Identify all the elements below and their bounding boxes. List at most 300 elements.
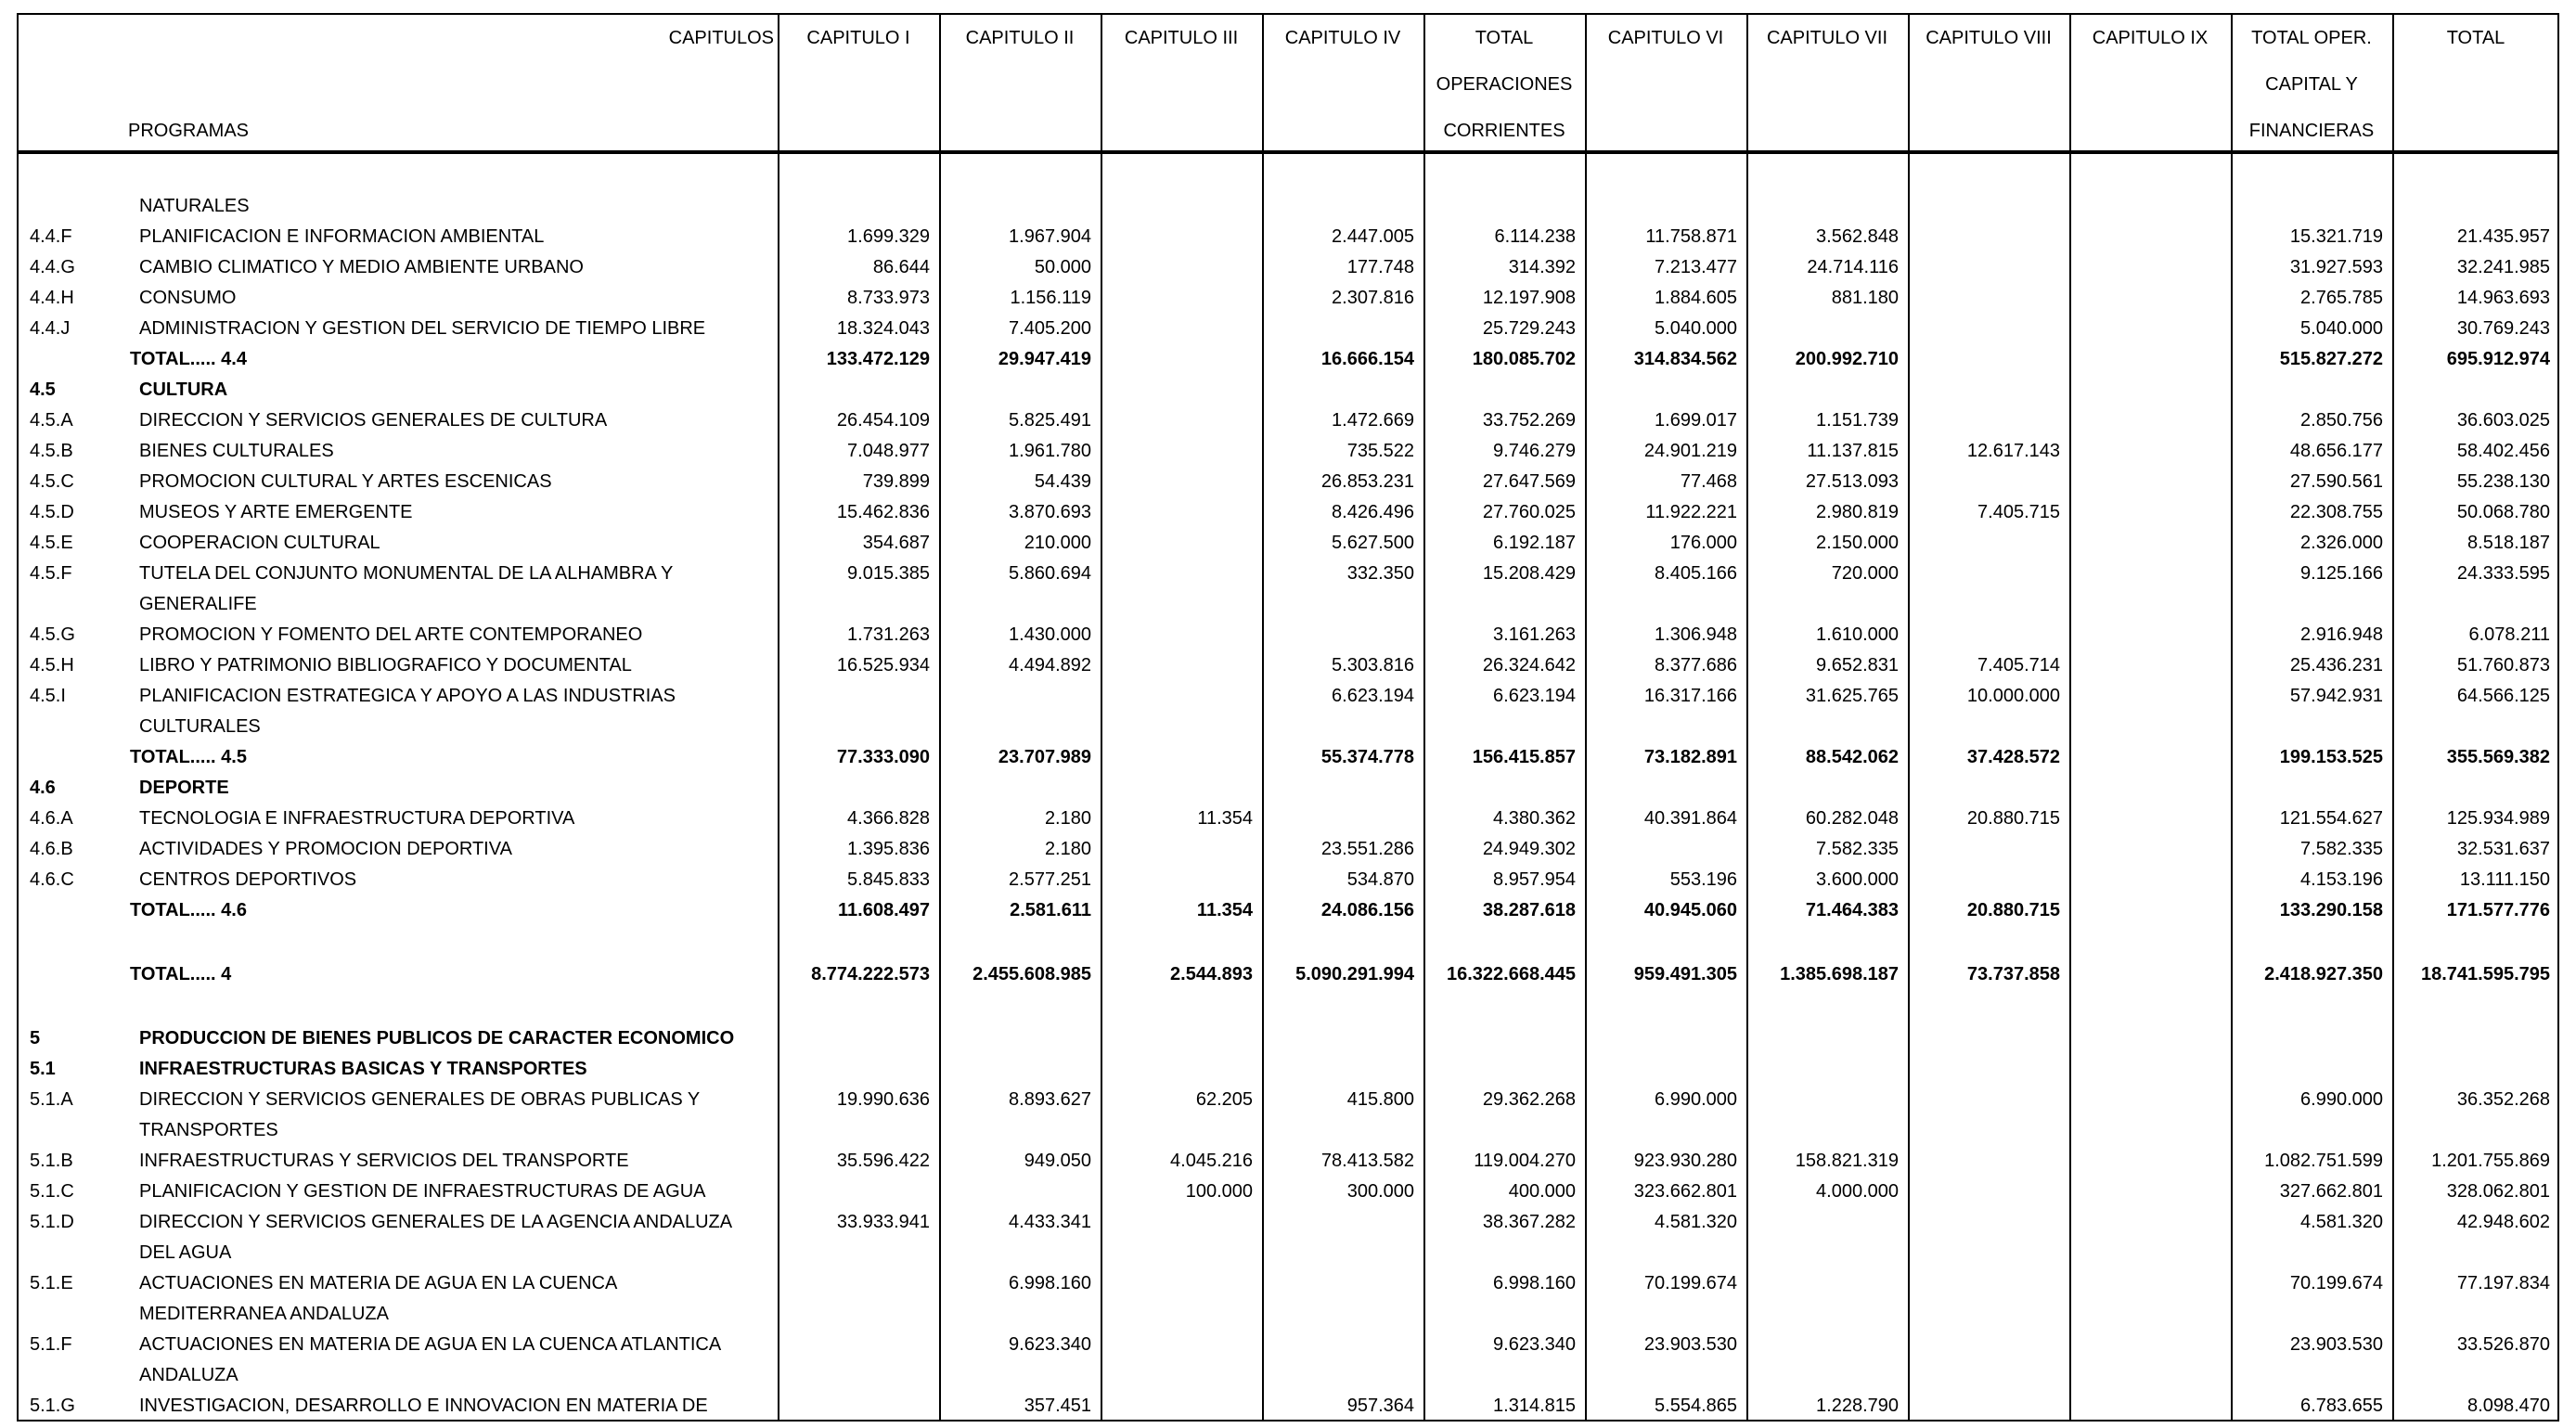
- value-cell: 55.374.778: [1320, 747, 1414, 767]
- value-cell: 14.963.693: [2456, 288, 2550, 308]
- value-cell: 7.405.715: [1977, 502, 2060, 522]
- description-line: MUSEOS Y ARTE EMERGENTE: [139, 502, 413, 522]
- value-cell: 9.746.279: [1493, 441, 1576, 461]
- value-cell: 2.544.893: [1170, 964, 1253, 984]
- program-description: [139, 1054, 776, 1085]
- program-code: 5.1.D: [30, 1212, 74, 1232]
- value-cell: 695.912.974: [2446, 349, 2550, 369]
- value-cell: 328.062.801: [2446, 1181, 2550, 1202]
- description-line: PLANIFICACION ESTRATEGICA Y APOYO A LAS INDUSTRIAS: [139, 686, 676, 706]
- value-cell: 100.000: [1185, 1181, 1253, 1202]
- value-cell: 6.192.187: [1493, 533, 1576, 553]
- value-cell: 9.623.340: [1009, 1334, 1091, 1355]
- description-line: ACTUACIONES EN MATERIA DE AGUA EN LA CUENCA ATLANTICA: [139, 1334, 722, 1355]
- value-cell: 33.526.870: [2456, 1334, 2550, 1355]
- value-cell: 133.472.129: [826, 349, 930, 369]
- value-cell: 16.525.934: [836, 655, 930, 675]
- value-cell: 176.000: [1669, 533, 1737, 553]
- program-description: [139, 1146, 776, 1177]
- total-row: [19, 344, 2557, 375]
- program-description: [139, 467, 776, 497]
- value-cell: 33.752.269: [1482, 410, 1576, 431]
- program-code: 4.5.C: [30, 471, 74, 492]
- program-description: [139, 314, 776, 344]
- description-line: BIENES CULTURALES: [139, 441, 334, 461]
- program-code: 4.5.G: [30, 624, 75, 645]
- value-cell: 50.068.780: [2456, 502, 2550, 522]
- value-cell: 9.125.166: [2300, 563, 2383, 584]
- value-cell: 1.884.605: [1655, 288, 1737, 308]
- value-cell: 24.949.302: [1482, 839, 1576, 859]
- value-cell: 70.199.674: [2289, 1273, 2383, 1293]
- value-cell: 27.513.093: [1805, 471, 1899, 492]
- section-row: [19, 375, 2557, 405]
- value-cell: 6.623.194: [1332, 686, 1414, 706]
- table-row: [19, 1177, 2557, 1207]
- table-row: [19, 314, 2557, 344]
- value-cell: 125.934.989: [2446, 808, 2550, 829]
- description-line: TOTAL..... 4: [130, 964, 232, 984]
- table-row: [19, 865, 2557, 895]
- description-line: INVESTIGACION, DESARROLLO E INNOVACION EN MATERIA DE: [139, 1396, 708, 1416]
- value-cell: 7.048.977: [847, 441, 930, 461]
- description-line: ACTIVIDADES Y PROMOCION DEPORTIVA: [139, 839, 512, 859]
- program-code: 4.6.A: [30, 808, 73, 829]
- description-line: TECNOLOGIA E INFRAESTRUCTURA DEPORTIVA: [139, 808, 575, 829]
- value-cell: 9.652.831: [1816, 655, 1899, 675]
- value-cell: 29.947.419: [998, 349, 1091, 369]
- value-cell: 88.542.062: [1805, 747, 1899, 767]
- value-cell: 77.468: [1680, 471, 1737, 492]
- value-cell: 534.870: [1346, 869, 1414, 890]
- value-cell: 6.783.655: [2300, 1396, 2383, 1416]
- value-cell: 32.531.637: [2456, 839, 2550, 859]
- program-description: [139, 405, 776, 436]
- value-cell: 77.333.090: [836, 747, 930, 767]
- value-cell: 26.853.231: [1320, 471, 1414, 492]
- value-cell: 1.610.000: [1816, 624, 1899, 645]
- program-description: [139, 559, 776, 620]
- table-row: [19, 191, 2557, 222]
- value-cell: 57.942.931: [2289, 686, 2383, 706]
- program-code: 4.4.J: [30, 318, 71, 339]
- program-description: [139, 222, 776, 252]
- value-cell: 1.472.669: [1332, 410, 1414, 431]
- program-code: 4.6.B: [30, 839, 73, 859]
- description-line: TOTAL..... 4.6: [130, 900, 247, 920]
- table-row: [19, 283, 2557, 314]
- value-cell: 11.137.815: [1807, 441, 1899, 461]
- column-header-line: CAPITULO VI: [1607, 28, 1724, 48]
- value-cell: 8.893.627: [1009, 1089, 1091, 1110]
- value-cell: 64.566.125: [2456, 686, 2550, 706]
- value-cell: 32.241.985: [2456, 257, 2550, 277]
- program-description: [139, 375, 776, 405]
- description-line: TOTAL..... 4.4: [130, 349, 247, 369]
- value-cell: 7.582.335: [2300, 839, 2383, 859]
- value-cell: 4.494.892: [1009, 655, 1091, 675]
- value-cell: 6.114.238: [1494, 226, 1576, 247]
- description-line: ADMINISTRACION Y GESTION DEL SERVICIO DE TIEMPO LIBRE: [139, 318, 706, 339]
- column-header-line: CAPITULO VIII: [1926, 28, 2052, 48]
- table-body: [19, 191, 2557, 1422]
- value-cell: 739.899: [862, 471, 930, 492]
- value-cell: 30.769.243: [2456, 318, 2550, 339]
- value-cell: 11.354: [1197, 808, 1253, 829]
- value-cell: 15.208.429: [1482, 563, 1576, 584]
- description-line: INFRAESTRUCTURAS BASICAS Y TRANSPORTES: [139, 1059, 587, 1079]
- table-row: [19, 467, 2557, 497]
- value-cell: 199.153.525: [2279, 747, 2383, 767]
- value-cell: 354.687: [862, 533, 930, 553]
- value-cell: 200.992.710: [1795, 349, 1899, 369]
- value-cell: 21.435.957: [2456, 226, 2550, 247]
- column-header: [2231, 15, 2392, 150]
- table-row: [19, 1146, 2557, 1177]
- program-code: 4.5: [30, 380, 56, 400]
- value-cell: 51.760.873: [2456, 655, 2550, 675]
- program-description: [139, 1207, 776, 1268]
- description-line: DIRECCION Y SERVICIOS GENERALES DE LA AGENCIA ANDALUZA: [139, 1212, 733, 1232]
- value-cell: 48.656.177: [2289, 441, 2383, 461]
- program-code: 4.6: [30, 778, 56, 798]
- value-cell: 6.623.194: [1493, 686, 1576, 706]
- value-cell: 24.714.116: [1807, 257, 1899, 277]
- program-code: 4.5.F: [30, 563, 72, 584]
- description-line: PLANIFICACION E INFORMACION AMBIENTAL: [139, 226, 545, 247]
- value-cell: 37.428.572: [1966, 747, 2060, 767]
- value-cell: 133.290.158: [2279, 900, 2383, 920]
- value-cell: 1.961.780: [1009, 441, 1091, 461]
- description-line: CENTROS DEPORTIVOS: [139, 869, 357, 890]
- program-description: [139, 681, 776, 742]
- column-header-line: CAPITULO III: [1124, 28, 1239, 48]
- column-header-line: CAPITULO VII: [1766, 28, 1888, 48]
- value-cell: 1.699.329: [847, 226, 930, 247]
- value-cell: 327.662.801: [2279, 1181, 2383, 1202]
- program-code: 4.5.E: [30, 533, 73, 553]
- table-row: [19, 436, 2557, 467]
- value-cell: 19.990.636: [836, 1089, 930, 1110]
- value-cell: 31.927.593: [2289, 257, 2383, 277]
- value-cell: 735.522: [1346, 441, 1414, 461]
- value-cell: 11.758.871: [1645, 226, 1737, 247]
- column-header: [1908, 15, 2069, 150]
- value-cell: 16.317.166: [1643, 686, 1737, 706]
- value-cell: 3.161.263: [1493, 624, 1576, 645]
- description-line: ANDALUZA: [139, 1365, 238, 1385]
- column-header: [2069, 15, 2231, 150]
- value-cell: 357.451: [1024, 1396, 1091, 1416]
- program-description: [139, 252, 776, 283]
- table-row: [19, 681, 2557, 742]
- table-row: [19, 1207, 2557, 1268]
- value-cell: 2.765.785: [2300, 288, 2383, 308]
- value-cell: 6.998.160: [1493, 1273, 1576, 1293]
- header-divider: [19, 150, 2557, 154]
- spacer-row: [19, 926, 2557, 959]
- description-line: DIRECCION Y SERVICIOS GENERALES DE CULTURA: [139, 410, 608, 431]
- total-row: [19, 959, 2557, 990]
- value-cell: 5.554.865: [1655, 1396, 1737, 1416]
- value-cell: 2.180: [1044, 808, 1091, 829]
- program-code: 4.4.G: [30, 257, 75, 277]
- program-description: [139, 620, 776, 650]
- value-cell: 31.625.765: [1805, 686, 1899, 706]
- value-cell: 5.040.000: [1655, 318, 1737, 339]
- value-cell: 6.990.000: [1655, 1089, 1737, 1110]
- value-cell: 23.551.286: [1320, 839, 1414, 859]
- table-row: [19, 804, 2557, 834]
- description-line: GENERALIFE: [139, 594, 257, 614]
- header-capitulos: CAPITULOS: [668, 28, 774, 48]
- value-cell: 23.903.530: [1643, 1334, 1737, 1355]
- table-row: [19, 405, 2557, 436]
- column-header-line: TOTAL OPER.: [2251, 28, 2372, 48]
- description-line: MEDITERRANEA ANDALUZA: [139, 1304, 389, 1324]
- table-row: [19, 1330, 2557, 1391]
- value-cell: 8.733.973: [847, 288, 930, 308]
- value-cell: 7.582.335: [1816, 839, 1899, 859]
- program-description: [130, 959, 766, 990]
- value-cell: 8.098.470: [2467, 1396, 2550, 1416]
- program-code: 4.5.A: [30, 410, 73, 431]
- description-line: DEL AGUA: [139, 1242, 232, 1263]
- value-cell: 959.491.305: [1633, 964, 1737, 984]
- value-cell: 8.426.496: [1332, 502, 1414, 522]
- description-line: CULTURA: [139, 380, 228, 400]
- column-header-line: OPERACIONES: [1436, 74, 1573, 95]
- value-cell: 27.590.561: [2289, 471, 2383, 492]
- column-header: [1423, 15, 1585, 150]
- program-code: 5.1.E: [30, 1273, 73, 1293]
- value-cell: 2.180: [1044, 839, 1091, 859]
- program-description: [139, 1268, 776, 1330]
- column-header: [778, 15, 939, 150]
- value-cell: 1.699.017: [1655, 410, 1737, 431]
- value-cell: 4.045.216: [1170, 1151, 1253, 1171]
- value-cell: 58.402.456: [2456, 441, 2550, 461]
- description-line: INFRAESTRUCTURAS Y SERVICIOS DEL TRANSPORTE: [139, 1151, 629, 1171]
- budget-table: [17, 13, 2559, 1422]
- value-cell: 553.196: [1669, 869, 1737, 890]
- program-description: [139, 436, 776, 467]
- value-cell: 1.314.815: [1493, 1396, 1576, 1416]
- program-description: [139, 834, 776, 865]
- column-header-line: CAPITULO IX: [2092, 28, 2209, 48]
- description-line: LIBRO Y PATRIMONIO BIBLIOGRAFICO Y DOCUMENTAL: [139, 655, 632, 675]
- description-line: CULTURALES: [139, 716, 261, 737]
- program-description: [139, 804, 776, 834]
- value-cell: 73.737.858: [1966, 964, 2060, 984]
- column-header-line: CAPITULO IV: [1284, 28, 1401, 48]
- value-cell: 5.825.491: [1009, 410, 1091, 431]
- value-cell: 720.000: [1831, 563, 1899, 584]
- program-code: 5.1.F: [30, 1334, 72, 1355]
- value-cell: 12.197.908: [1482, 288, 1576, 308]
- value-cell: 23.903.530: [2289, 1334, 2383, 1355]
- program-code: 5.1.A: [30, 1089, 73, 1110]
- value-cell: 24.333.595: [2456, 563, 2550, 584]
- table-row: [19, 834, 2557, 865]
- value-cell: 6.990.000: [2300, 1089, 2383, 1110]
- value-cell: 2.581.611: [1010, 900, 1091, 920]
- value-cell: 158.821.319: [1795, 1151, 1899, 1171]
- value-cell: 171.577.776: [2446, 900, 2550, 920]
- value-cell: 1.201.755.869: [2431, 1151, 2550, 1171]
- value-cell: 50.000: [1034, 257, 1091, 277]
- program-code: 4.5.I: [30, 686, 66, 706]
- table-row: [19, 1268, 2557, 1330]
- value-cell: 16.666.154: [1320, 349, 1414, 369]
- value-cell: 5.090.291.994: [1295, 964, 1414, 984]
- program-description: [139, 191, 776, 222]
- description-line: PLANIFICACION Y GESTION DE INFRAESTRUCTURAS DE AGUA: [139, 1181, 706, 1202]
- column-header-line: TOTAL: [1475, 28, 1534, 48]
- program-code: 5.1.C: [30, 1181, 74, 1202]
- value-cell: 2.980.819: [1816, 502, 1899, 522]
- value-cell: 2.916.948: [2300, 624, 2383, 645]
- value-cell: 415.800: [1346, 1089, 1414, 1110]
- program-description: [139, 650, 776, 681]
- program-code: 4.4.F: [30, 226, 72, 247]
- section-row: [19, 1054, 2557, 1085]
- value-cell: 33.933.941: [836, 1212, 930, 1232]
- program-description: [139, 1177, 776, 1207]
- total-row: [19, 895, 2557, 926]
- value-cell: 949.050: [1024, 1151, 1091, 1171]
- program-description: [139, 865, 776, 895]
- value-cell: 1.082.751.599: [2264, 1151, 2383, 1171]
- value-cell: 7.213.477: [1655, 257, 1737, 277]
- description-line: CAMBIO CLIMATICO Y MEDIO AMBIENTE URBANO: [139, 257, 584, 277]
- value-cell: 2.150.000: [1816, 533, 1899, 553]
- description-line: PROMOCION CULTURAL Y ARTES ESCENICAS: [139, 471, 552, 492]
- value-cell: 4.433.341: [1009, 1212, 1091, 1232]
- program-description: [139, 1023, 776, 1054]
- program-description: [130, 742, 766, 773]
- value-cell: 8.774.222.573: [811, 964, 930, 984]
- value-cell: 2.850.756: [2300, 410, 2383, 431]
- value-cell: 4.581.320: [2300, 1212, 2383, 1232]
- value-cell: 314.834.562: [1633, 349, 1737, 369]
- program-description: [139, 283, 776, 314]
- value-cell: 5.860.694: [1009, 563, 1091, 584]
- column-header-line: FINANCIERAS: [2248, 121, 2375, 141]
- description-line: TRANSPORTES: [139, 1120, 278, 1140]
- program-description: [139, 773, 776, 804]
- program-code: 4.6.C: [30, 869, 74, 890]
- program-description: [139, 1085, 776, 1146]
- column-header-line: CORRIENTES: [1443, 121, 1565, 141]
- value-cell: 210.000: [1024, 533, 1091, 553]
- value-cell: 5.303.816: [1332, 655, 1414, 675]
- value-cell: 11.608.497: [838, 900, 930, 920]
- value-cell: 15.321.719: [2289, 226, 2383, 247]
- program-description: [130, 344, 766, 375]
- program-code: 4.5.H: [30, 655, 74, 675]
- value-cell: 400.000: [1508, 1181, 1576, 1202]
- value-cell: 2.418.927.350: [2264, 964, 2383, 984]
- value-cell: 10.000.000: [1966, 686, 2060, 706]
- section-row: [19, 773, 2557, 804]
- value-cell: 1.430.000: [1009, 624, 1091, 645]
- value-cell: 26.324.642: [1482, 655, 1576, 675]
- table-row: [19, 528, 2557, 559]
- value-cell: 923.930.280: [1633, 1151, 1737, 1171]
- column-header-line: CAPITULO II: [965, 28, 1075, 48]
- total-row: [19, 742, 2557, 773]
- value-cell: 77.197.834: [2456, 1273, 2550, 1293]
- program-description: [139, 497, 776, 528]
- column-header-line: CAPITULO I: [806, 28, 910, 48]
- program-code: 4.4.H: [30, 288, 74, 308]
- value-cell: 36.603.025: [2456, 410, 2550, 431]
- value-cell: 2.326.000: [2300, 533, 2383, 553]
- value-cell: 1.731.263: [847, 624, 930, 645]
- value-cell: 38.287.618: [1482, 900, 1576, 920]
- description-line: DEPORTE: [139, 778, 229, 798]
- program-code: 5.1.G: [30, 1396, 75, 1416]
- value-cell: 71.464.383: [1805, 900, 1899, 920]
- description-line: DIRECCION Y SERVICIOS GENERALES DE OBRAS PUBLICAS Y: [139, 1089, 701, 1110]
- value-cell: 8.377.686: [1655, 655, 1737, 675]
- value-cell: 40.945.060: [1643, 900, 1737, 920]
- table-row: [19, 252, 2557, 283]
- value-cell: 1.395.836: [847, 839, 930, 859]
- value-cell: 35.596.422: [836, 1151, 930, 1171]
- column-header: [1746, 15, 1908, 150]
- program-code: 4.5.D: [30, 502, 74, 522]
- value-cell: 20.880.715: [1966, 900, 2060, 920]
- program-code: 5: [30, 1028, 41, 1048]
- description-line: PRODUCCION DE BIENES PUBLICOS DE CARACTER ECONOMICO: [139, 1028, 735, 1048]
- value-cell: 5.627.500: [1332, 533, 1414, 553]
- table-row: [19, 620, 2557, 650]
- value-cell: 8.957.954: [1493, 869, 1576, 890]
- value-cell: 27.647.569: [1482, 471, 1576, 492]
- program-description: [139, 1330, 776, 1391]
- value-cell: 86.644: [872, 257, 930, 277]
- value-cell: 1.151.739: [1816, 410, 1899, 431]
- value-cell: 78.413.582: [1320, 1151, 1414, 1171]
- value-cell: 18.324.043: [836, 318, 930, 339]
- value-cell: 26.454.109: [836, 410, 930, 431]
- value-cell: 1.385.698.187: [1780, 964, 1899, 984]
- value-cell: 1.306.948: [1655, 624, 1737, 645]
- column-header-line: CAPITAL Y: [2265, 74, 2358, 95]
- value-cell: 1.156.119: [1010, 288, 1091, 308]
- value-cell: 4.153.196: [2300, 869, 2383, 890]
- program-code: 5.1: [30, 1059, 56, 1079]
- value-cell: 73.182.891: [1643, 747, 1737, 767]
- value-cell: 4.000.000: [1816, 1181, 1899, 1202]
- value-cell: 3.600.000: [1816, 869, 1899, 890]
- value-cell: 1.967.904: [1009, 226, 1091, 247]
- value-cell: 8.405.166: [1655, 563, 1737, 584]
- table-row: [19, 497, 2557, 528]
- value-cell: 42.948.602: [2456, 1212, 2550, 1232]
- value-cell: 121.554.627: [2279, 808, 2383, 829]
- value-cell: 11.922.221: [1645, 502, 1737, 522]
- value-cell: 54.439: [1034, 471, 1091, 492]
- column-header: [1585, 15, 1746, 150]
- value-cell: 3.870.693: [1009, 502, 1091, 522]
- program-code: 5.1.B: [30, 1151, 73, 1171]
- value-cell: 323.662.801: [1633, 1181, 1737, 1202]
- value-cell: 15.462.836: [836, 502, 930, 522]
- description-line: TUTELA DEL CONJUNTO MONUMENTAL DE LA ALHAMBRA Y: [139, 563, 674, 584]
